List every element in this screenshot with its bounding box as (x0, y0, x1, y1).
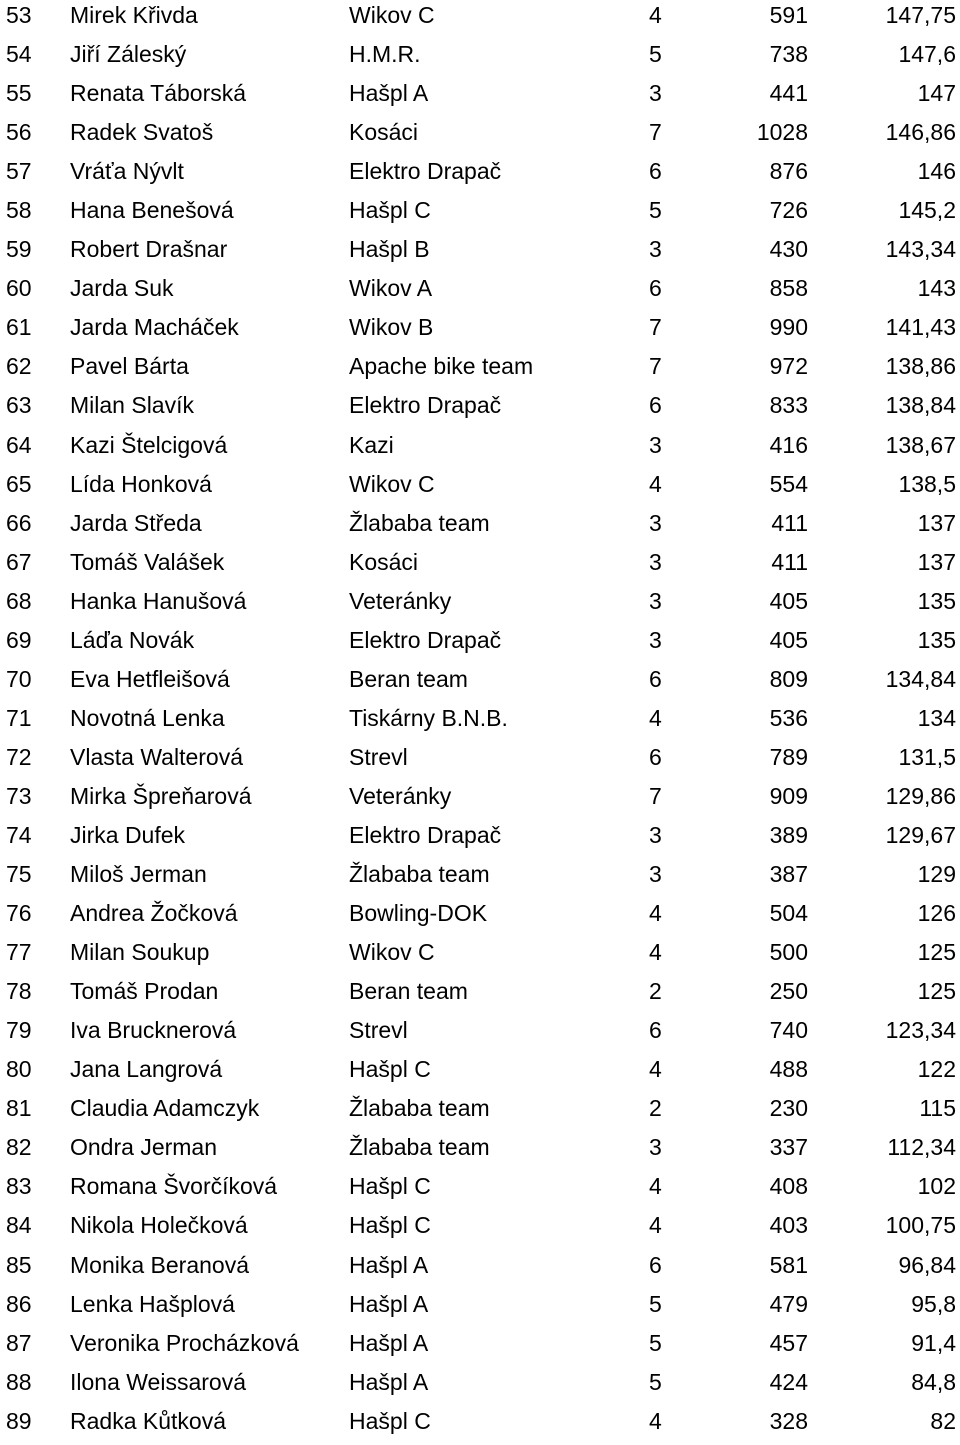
games-count-cell: 4 (649, 939, 662, 966)
team-name-cell: Žlababa team (349, 1134, 490, 1161)
team-name-cell: Elektro Drapač (349, 626, 502, 653)
team-name-cell: Wikov A (349, 275, 433, 302)
games-count-cell: 7 (649, 353, 662, 380)
average-score-cell: 84,8 (911, 1368, 956, 1395)
total-score-cell: 416 (769, 431, 808, 458)
player-name-cell: Veronika Procházková (70, 1329, 299, 1356)
average-score-cell: 102 (917, 1173, 956, 1200)
table-row (0, 234, 960, 273)
rank-cell: 86 (6, 1290, 32, 1317)
games-count-cell: 4 (649, 1212, 662, 1239)
table-row (0, 312, 960, 351)
average-score-cell: 131,5 (898, 743, 956, 770)
player-name-cell: Novotná Lenka (70, 704, 225, 731)
rank-cell: 79 (6, 1017, 32, 1044)
total-score-cell: 411 (771, 548, 808, 575)
player-name-cell: Jarda Středa (70, 509, 202, 536)
player-name-cell: Ondra Jerman (70, 1134, 218, 1161)
games-count-cell: 3 (649, 861, 662, 888)
team-name-cell: Kazi (349, 431, 394, 458)
rank-cell: 77 (6, 939, 32, 966)
team-name-cell: H.M.R. (349, 41, 421, 68)
average-score-cell: 134,84 (885, 665, 956, 692)
table-row (0, 78, 960, 117)
rank-cell: 62 (6, 353, 32, 380)
rank-cell: 59 (6, 236, 32, 263)
rank-cell: 58 (6, 197, 32, 224)
team-name-cell: Elektro Drapač (349, 158, 502, 185)
average-score-cell: 96,84 (898, 1251, 956, 1278)
average-score-cell: 143,34 (885, 236, 956, 263)
total-score-cell: 876 (769, 158, 808, 185)
table-row (0, 195, 960, 234)
rank-cell: 64 (6, 431, 32, 458)
table-row (0, 1015, 960, 1054)
team-name-cell: Beran team (349, 665, 468, 692)
team-name-cell: Žlababa team (349, 509, 490, 536)
average-score-cell: 125 (917, 939, 956, 966)
rank-cell: 54 (6, 41, 32, 68)
team-name-cell: Wikov B (349, 314, 434, 341)
average-score-cell: 122 (917, 1056, 956, 1083)
average-score-cell: 138,67 (885, 431, 956, 458)
team-name-cell: Kosáci (349, 548, 419, 575)
total-score-cell: 230 (769, 1095, 808, 1122)
games-count-cell: 5 (649, 197, 662, 224)
team-name-cell: Elektro Drapač (349, 821, 502, 848)
average-score-cell: 146,86 (885, 119, 956, 146)
average-score-cell: 147 (917, 80, 956, 107)
games-count-cell: 3 (649, 431, 662, 458)
games-count-cell: 2 (649, 1095, 662, 1122)
games-count-cell: 4 (649, 704, 662, 731)
team-name-cell: Hašpl C (349, 1173, 431, 1200)
games-count-cell: 6 (649, 1251, 662, 1278)
player-name-cell: Jarda Macháček (70, 314, 239, 341)
average-score-cell: 143 (917, 275, 956, 302)
player-name-cell: Láďa Novák (70, 626, 195, 653)
games-count-cell: 5 (649, 1329, 662, 1356)
total-score-cell: 250 (769, 978, 808, 1005)
total-score-cell: 809 (769, 665, 808, 692)
team-name-cell: Hašpl A (349, 1251, 429, 1278)
player-name-cell: Jana Langrová (70, 1056, 223, 1083)
team-name-cell: Hašpl A (349, 1329, 429, 1356)
average-score-cell: 123,34 (885, 1017, 956, 1044)
team-name-cell: Žlababa team (349, 1095, 490, 1122)
average-score-cell: 138,5 (898, 470, 956, 497)
player-name-cell: Radek Svatoš (70, 119, 214, 146)
rank-cell: 76 (6, 900, 32, 927)
rank-cell: 89 (6, 1407, 32, 1434)
total-score-cell: 833 (769, 392, 808, 419)
player-name-cell: Milan Soukup (70, 939, 210, 966)
average-score-cell: 129 (917, 861, 956, 888)
total-score-cell: 405 (769, 626, 808, 653)
team-name-cell: Bowling-DOK (349, 900, 488, 927)
games-count-cell: 3 (649, 1134, 662, 1161)
average-score-cell: 115 (919, 1095, 956, 1122)
table-row (0, 664, 960, 703)
rank-cell: 61 (6, 314, 32, 341)
player-name-cell: Robert Drašnar (70, 236, 228, 263)
player-name-cell: Lída Honková (70, 470, 212, 497)
table-row (0, 1328, 960, 1367)
average-score-cell: 82 (930, 1407, 956, 1434)
rank-cell: 69 (6, 626, 32, 653)
total-score-cell: 488 (769, 1056, 808, 1083)
player-name-cell: Tomáš Prodan (70, 978, 219, 1005)
total-score-cell: 411 (771, 509, 808, 536)
player-name-cell: Lenka Hašplová (70, 1290, 235, 1317)
team-name-cell: Strevl (349, 1017, 408, 1044)
average-score-cell: 146 (917, 158, 956, 185)
table-row (0, 430, 960, 469)
total-score-cell: 337 (769, 1134, 808, 1161)
games-count-cell: 6 (649, 392, 662, 419)
player-name-cell: Milan Slavík (70, 392, 194, 419)
table-row (0, 508, 960, 547)
games-count-cell: 2 (649, 978, 662, 1005)
player-name-cell: Hanka Hanušová (70, 587, 247, 614)
team-name-cell: Wikov C (349, 2, 435, 28)
total-score-cell: 500 (769, 939, 808, 966)
table-row (0, 898, 960, 937)
total-score-cell: 408 (769, 1173, 808, 1200)
games-count-cell: 6 (649, 158, 662, 185)
games-count-cell: 4 (649, 2, 662, 28)
table-row (0, 781, 960, 820)
rank-cell: 66 (6, 509, 32, 536)
total-score-cell: 387 (769, 861, 808, 888)
player-name-cell: Renata Táborská (70, 80, 247, 107)
player-name-cell: Andrea Žočková (70, 900, 238, 927)
team-name-cell: Veteránky (349, 587, 452, 614)
games-count-cell: 3 (649, 80, 662, 107)
team-name-cell: Hašpl C (349, 197, 431, 224)
table-row (0, 390, 960, 429)
team-name-cell: Strevl (349, 743, 408, 770)
player-name-cell: Pavel Bárta (70, 353, 189, 380)
average-score-cell: 91,4 (911, 1329, 956, 1356)
total-score-cell: 972 (769, 353, 808, 380)
rank-cell: 55 (6, 80, 32, 107)
player-name-cell: Nikola Holečková (70, 1212, 248, 1239)
player-name-cell: Kazi Štelcigová (70, 431, 228, 458)
average-score-cell: 129,86 (885, 782, 956, 809)
games-count-cell: 7 (649, 782, 662, 809)
total-score-cell: 1028 (756, 119, 808, 146)
table-row (0, 273, 960, 312)
table-row (0, 1406, 960, 1445)
games-count-cell: 4 (649, 470, 662, 497)
total-score-cell: 403 (769, 1212, 808, 1239)
games-count-cell: 3 (649, 587, 662, 614)
rank-cell: 84 (6, 1212, 32, 1239)
average-score-cell: 138,86 (885, 353, 956, 380)
table-row (0, 1250, 960, 1289)
average-score-cell: 135 (917, 587, 956, 614)
total-score-cell: 424 (769, 1368, 808, 1395)
table-row (0, 586, 960, 625)
team-name-cell: Apache bike team (349, 353, 534, 380)
total-score-cell: 389 (769, 821, 808, 848)
table-row (0, 820, 960, 859)
rank-cell: 70 (6, 665, 32, 692)
total-score-cell: 504 (769, 900, 808, 927)
average-score-cell: 135 (917, 626, 956, 653)
table-row (0, 156, 960, 195)
rank-cell: 72 (6, 743, 32, 770)
games-count-cell: 3 (649, 626, 662, 653)
table-row (0, 1210, 960, 1249)
rank-cell: 74 (6, 821, 32, 848)
rank-cell: 60 (6, 275, 32, 302)
team-name-cell: Wikov C (349, 470, 435, 497)
rank-cell: 88 (6, 1368, 32, 1395)
table-row (0, 547, 960, 586)
games-count-cell: 5 (649, 1368, 662, 1395)
games-count-cell: 4 (649, 900, 662, 927)
games-count-cell: 4 (649, 1056, 662, 1083)
average-score-cell: 147,6 (898, 41, 956, 68)
total-score-cell: 789 (769, 743, 808, 770)
table-row (0, 1289, 960, 1328)
average-score-cell: 145,2 (898, 197, 956, 224)
team-name-cell: Beran team (349, 978, 468, 1005)
player-name-cell: Jarda Suk (70, 275, 174, 302)
total-score-cell: 430 (769, 236, 808, 263)
games-count-cell: 7 (649, 119, 662, 146)
player-name-cell: Vráťa Nývlt (70, 158, 184, 185)
average-score-cell: 112,34 (887, 1134, 956, 1161)
player-name-cell: Eva Hetfleišová (70, 665, 230, 692)
table-row (0, 351, 960, 390)
average-score-cell: 147,75 (885, 2, 956, 28)
rank-cell: 82 (6, 1134, 32, 1161)
team-name-cell: Veteránky (349, 782, 452, 809)
rank-cell: 71 (6, 704, 32, 731)
games-count-cell: 5 (649, 41, 662, 68)
table-row (0, 937, 960, 976)
rank-cell: 57 (6, 158, 32, 185)
total-score-cell: 990 (769, 314, 808, 341)
rank-cell: 85 (6, 1251, 32, 1278)
rank-cell: 68 (6, 587, 32, 614)
rank-cell: 56 (6, 119, 32, 146)
total-score-cell: 479 (769, 1290, 808, 1317)
table-row (0, 1093, 960, 1132)
rank-cell: 73 (6, 782, 32, 809)
team-name-cell: Žlababa team (349, 861, 490, 888)
rank-cell: 83 (6, 1173, 32, 1200)
team-name-cell: Kosáci (349, 119, 419, 146)
rank-cell: 67 (6, 548, 32, 575)
player-name-cell: Miloš Jerman (70, 861, 207, 888)
team-name-cell: Hašpl A (349, 1290, 429, 1317)
average-score-cell: 138,84 (885, 392, 956, 419)
player-name-cell: Mirka Špreňarová (70, 782, 252, 809)
team-name-cell: Hašpl A (349, 80, 429, 107)
team-name-cell: Hašpl B (349, 236, 430, 263)
total-score-cell: 740 (769, 1017, 808, 1044)
player-name-cell: Monika Beranová (70, 1251, 249, 1278)
total-score-cell: 581 (769, 1251, 808, 1278)
table-row (0, 976, 960, 1015)
average-score-cell: 125 (917, 978, 956, 1005)
total-score-cell: 591 (769, 2, 808, 28)
table-row (0, 1132, 960, 1171)
rank-cell: 53 (6, 2, 32, 28)
games-count-cell: 3 (649, 236, 662, 263)
player-name-cell: Romana Švorčíková (70, 1173, 278, 1200)
player-name-cell: Hana Benešová (70, 197, 234, 224)
average-score-cell: 95,8 (911, 1290, 956, 1317)
games-count-cell: 3 (649, 821, 662, 848)
average-score-cell: 137 (917, 509, 956, 536)
rank-cell: 78 (6, 978, 32, 1005)
table-row (0, 1367, 960, 1406)
team-name-cell: Hašpl C (349, 1212, 431, 1239)
total-score-cell: 441 (769, 80, 808, 107)
total-score-cell: 328 (769, 1407, 808, 1434)
table-row (0, 625, 960, 664)
games-count-cell: 6 (649, 1017, 662, 1044)
table-row (0, 742, 960, 781)
total-score-cell: 405 (769, 587, 808, 614)
table-row (0, 0, 960, 39)
rank-cell: 75 (6, 861, 32, 888)
total-score-cell: 738 (769, 41, 808, 68)
average-score-cell: 129,67 (885, 821, 956, 848)
average-score-cell: 134 (917, 704, 956, 731)
rank-cell: 81 (6, 1095, 32, 1122)
total-score-cell: 536 (769, 704, 808, 731)
player-name-cell: Tomáš Valášek (70, 548, 225, 575)
team-name-cell: Elektro Drapač (349, 392, 502, 419)
games-count-cell: 7 (649, 314, 662, 341)
games-count-cell: 4 (649, 1407, 662, 1434)
team-name-cell: Tiskárny B.N.B. (349, 704, 508, 731)
total-score-cell: 457 (769, 1329, 808, 1356)
table-row (0, 1054, 960, 1093)
player-name-cell: Iva Brucknerová (70, 1017, 237, 1044)
total-score-cell: 909 (769, 782, 808, 809)
games-count-cell: 6 (649, 743, 662, 770)
games-count-cell: 3 (649, 509, 662, 536)
total-score-cell: 726 (769, 197, 808, 224)
games-count-cell: 6 (649, 665, 662, 692)
player-name-cell: Ilona Weissarová (70, 1368, 246, 1395)
table-row (0, 703, 960, 742)
average-score-cell: 100,75 (885, 1212, 956, 1239)
rank-cell: 65 (6, 470, 32, 497)
table-row (0, 117, 960, 156)
total-score-cell: 858 (769, 275, 808, 302)
table-row (0, 1171, 960, 1210)
average-score-cell: 137 (917, 548, 956, 575)
games-count-cell: 6 (649, 275, 662, 302)
player-name-cell: Jiří Záleský (70, 41, 187, 68)
rank-cell: 80 (6, 1056, 32, 1083)
games-count-cell: 4 (649, 1173, 662, 1200)
player-name-cell: Mirek Křivda (70, 2, 198, 28)
average-score-cell: 126 (917, 900, 956, 927)
team-name-cell: Hašpl C (349, 1407, 431, 1434)
player-name-cell: Vlasta Walterová (70, 743, 243, 770)
table-row (0, 39, 960, 78)
rank-cell: 63 (6, 392, 32, 419)
team-name-cell: Hašpl C (349, 1056, 431, 1083)
player-name-cell: Claudia Adamczyk (70, 1095, 260, 1122)
player-name-cell: Radka Kůtková (70, 1407, 226, 1434)
rank-cell: 87 (6, 1329, 32, 1356)
table-row (0, 859, 960, 898)
average-score-cell: 141,43 (885, 314, 956, 341)
table-row (0, 469, 960, 508)
team-name-cell: Hašpl A (349, 1368, 429, 1395)
player-name-cell: Jirka Dufek (70, 821, 186, 848)
total-score-cell: 554 (769, 470, 808, 497)
games-count-cell: 5 (649, 1290, 662, 1317)
games-count-cell: 3 (649, 548, 662, 575)
team-name-cell: Wikov C (349, 939, 435, 966)
